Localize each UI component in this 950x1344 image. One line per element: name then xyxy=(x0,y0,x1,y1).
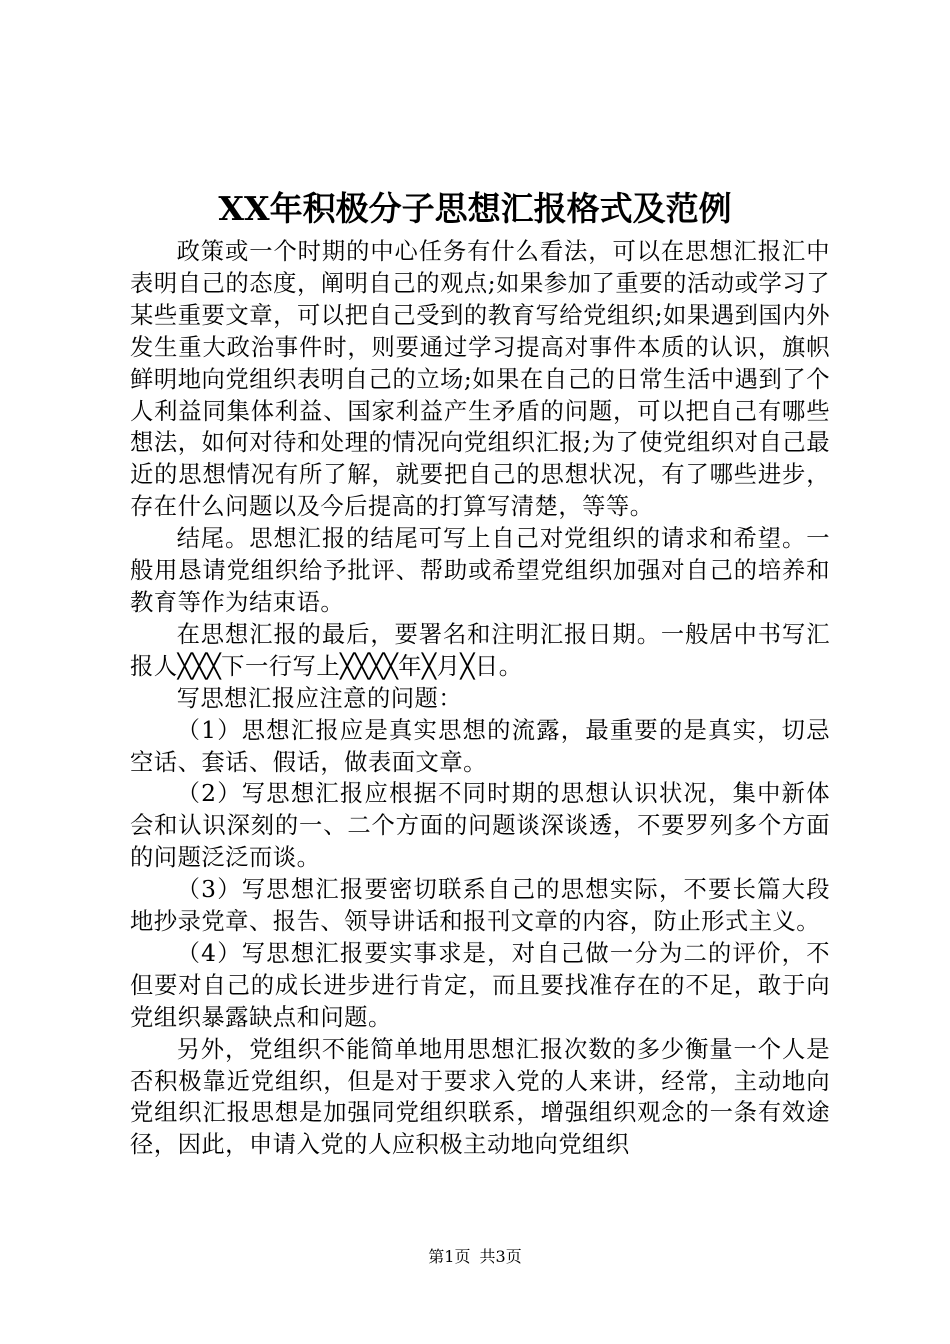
paragraph: 另外，党组织不能简单地用思想汇报次数的多少衡量一个人是否积极靠近党组织，但是对于要求入党的人来讲，经常，主动地向党组织汇报思想是加强同党组织联系，增强组织观念的一条有效途径，因此，申请入党的人应积极主动地向党组织 xyxy=(130,1035,830,1159)
page-number: 第1页 xyxy=(428,1247,471,1266)
paragraph: （4）写思想汇报要实事求是，对自己做一分为二的评价，不但要对自己的成长进步进行肯定，而且要找准存在的不足，敢于向党组织暴露缺点和问题。 xyxy=(130,939,830,1031)
document-body xyxy=(130,236,830,1161)
paragraph: （3）写思想汇报要密切联系自己的思想实际，不要长篇大段地抄录党章、报告、领导讲话和报刊文章的内容，防止形式主义。 xyxy=(130,876,830,936)
paragraph: 政策或一个时期的中心任务有什么看法，可以在思想汇报汇中表明自己的态度，阐明自己的观点;如果参加了重要的活动或学习了某些重要文章，可以把自己受到的教育写给党组织;如果遇到国内外发生重大政治事件时，则要通过学习提高对事件本质的认识，旗帜鲜明地向党组织表明自己的立场;如果在自己的日常生活中遇到了个人利益同集体利益、国家利益产生矛盾的问题，可以把自己有哪些想法，如何对待和处理的情况向党组织汇报;为了使党组织对自己最近的思想情况有所了解，就要把自己的思想状况，有了哪些进步，存在什么问题以及今后提高的打算写清楚，等等。 xyxy=(130,238,830,521)
paragraph: 在思想汇报的最后，要署名和注明汇报日期。一般居中书写汇报人╳╳╳下一行写上╳╳╳╳年╳月╳日。 xyxy=(130,620,830,680)
document-title: XX年积极分子思想汇报格式及范例 xyxy=(218,189,732,228)
page-footer xyxy=(0,1246,950,1268)
page-total: 共3页 xyxy=(479,1247,522,1266)
paragraph: （1）思想汇报应是真实思想的流露，最重要的是真实，切忌空话、套话、假话，做表面文章。 xyxy=(130,716,830,776)
paragraph: 写思想汇报应注意的问题： xyxy=(176,684,463,712)
paragraph: （2）写思想汇报应根据不同时期的思想认识状况，集中新体会和认识深刻的一、二个方面的问题谈深谈透，不要罗列多个方面的问题泛泛而谈。 xyxy=(130,780,830,872)
paragraph: 结尾。思想汇报的结尾可写上自己对党组织的请求和希望。一般用恳请党组织给予批评、帮助或希望党组织加强对自己的培养和教育等作为结束语。 xyxy=(130,525,830,616)
